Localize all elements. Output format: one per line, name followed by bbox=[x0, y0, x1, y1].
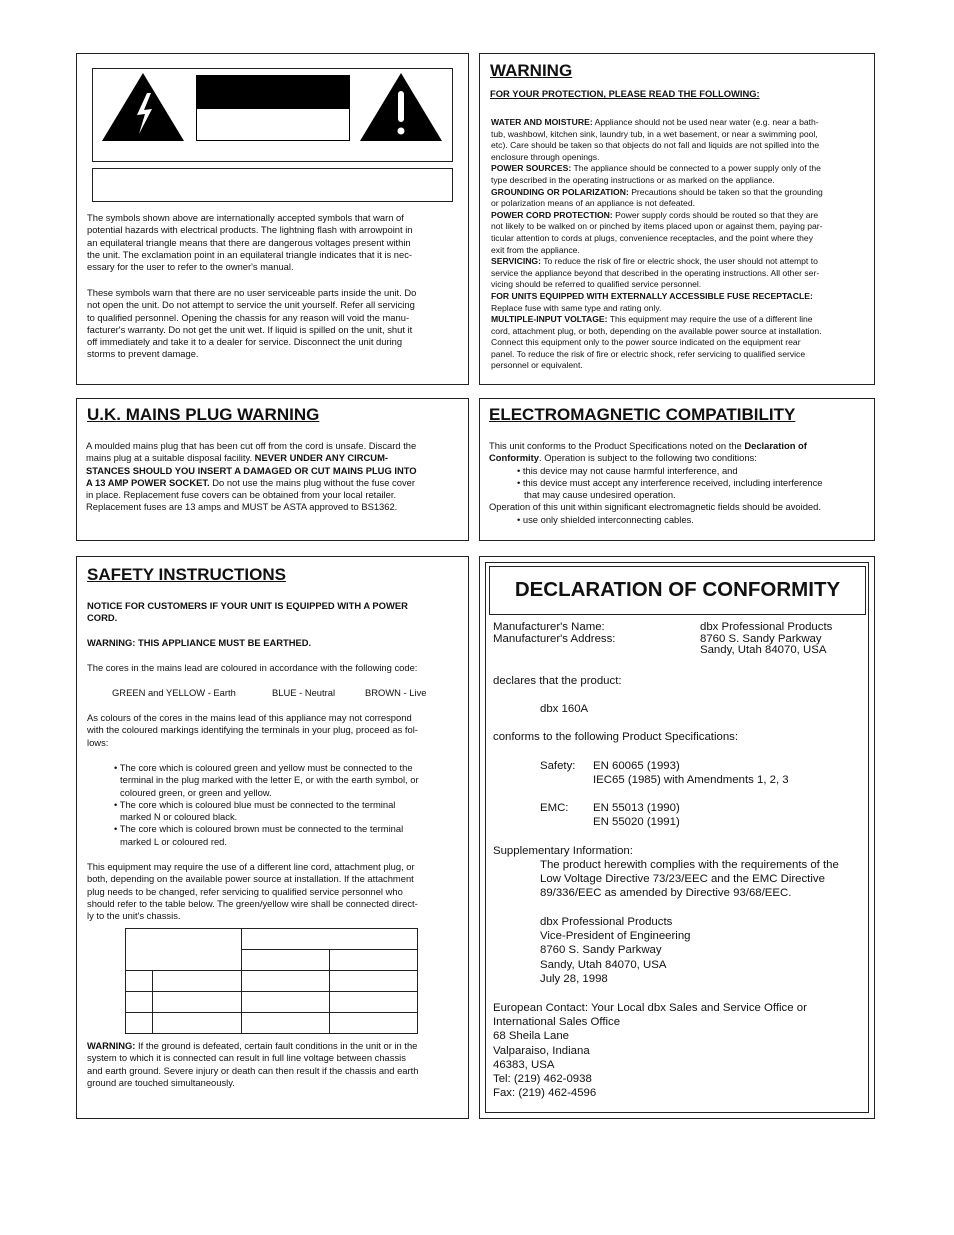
warning-title: WARNING bbox=[490, 61, 573, 80]
wiring-table-cell bbox=[126, 971, 153, 992]
emc-spec-label: EMC: bbox=[540, 802, 569, 814]
safety-ground-warning: WARNING: If the ground is defeated, certain fault conditions in the unit or in the system to which it is connected can result in full line voltage between chassis and earth ground. Severe injury or death can then result if the chassis and earth ground are touched simultaneously. bbox=[87, 1040, 419, 1088]
exclamation-triangle-icon bbox=[358, 71, 444, 143]
wiring-table-cell bbox=[242, 1013, 330, 1034]
warning-item-power-cord: POWER CORD PROTECTION: Power supply cords should be routed so that they are not likely to be walked on or pinched by items placed upon or against them, paying par- ticular attention to cords at plugs, convenience receptacles, and the point where they exit from the appliance. bbox=[491, 209, 823, 255]
wiring-table-cell bbox=[330, 992, 418, 1013]
emc-title: ELECTROMAGNETIC COMPATIBILITY bbox=[489, 405, 796, 424]
safety-title: SAFETY INSTRUCTIONS bbox=[87, 565, 286, 584]
warning-item-power-sources: POWER SOURCES: The appliance should be connected to a power supply only of the type described in the operating instructions or as marked on the appliance. bbox=[491, 163, 821, 185]
safety-bullets: • The core which is coloured green and yellow must be connected to the terminal in the plug marked with the letter E, or with the earth symbol, or coloured green, or green and yellow. • The core which is coloured blue must be connected to the terminal marked N or coloured black. • The core which is coloured brown must be connected to the terminal marked L or coloured red. bbox=[114, 762, 419, 847]
warning-subtitle: FOR YOUR PROTECTION, PLEASE READ THE FOLLOWING: bbox=[490, 88, 760, 99]
uk-plug-title: U.K. MAINS PLUG WARNING bbox=[87, 405, 320, 424]
wiring-table-cell bbox=[242, 950, 330, 971]
supplementary-text: The product herewith complies with the requirements of the Low Voltage Directive 73/23/EEC and the EMC Directive 89/336/EEC as amended by Directive 93/68/EEC. bbox=[540, 859, 839, 900]
european-contact: European Contact: Your Local dbx Sales and Service Office or International Sales Office 68 Sheila Lane Valparaiso, Indiana 46383, USA Tel: (219) 462-0938 Fax: (219) 462-4596 bbox=[493, 1002, 807, 1100]
product-name: dbx 160A bbox=[540, 703, 589, 715]
wiring-table-cell bbox=[330, 950, 418, 971]
safety-code-green: GREEN and YELLOW - Earth bbox=[112, 687, 236, 698]
caution-banner bbox=[196, 75, 350, 141]
warning-item-servicing: SERVICING: To reduce the risk of fire or electric shock, the user should not attempt to service the appliance beyond that described in the operating instructions. All other ser- vicing should be referred to qualified service personnel. bbox=[491, 256, 820, 290]
conforms-text: conforms to the following Product Specifications: bbox=[493, 731, 739, 743]
wiring-table-cell bbox=[126, 1013, 153, 1034]
warning-list bbox=[491, 117, 871, 372]
wiring-table-cell bbox=[242, 929, 418, 950]
uk-plug-text: A moulded mains plug that has been cut off from the cord is unsafe. Discard the mains plug at a suitable disposal facility. NEVER UNDER ANY CIRCUM- STANCES SHOULD YOU INSERT A DAMAGED OR CUT MAINS PLUG INTO A 13 AMP POWER SOCKET. Do not use the mains plug without the fuse cover in place. Replacement fuse covers can be obtained from your local retailer. Replacement fuses are 13 amps and MUST be ASTA approved to BS1362. bbox=[86, 440, 417, 513]
declaration-title: DECLARATION OF CONFORMITY bbox=[514, 578, 841, 601]
wiring-table-cell bbox=[153, 992, 242, 1013]
declares-text: declares that the product: bbox=[493, 675, 622, 687]
manufacturer-labels: Manufacturer's Name: Manufacturer's Address: bbox=[493, 621, 616, 645]
lightning-triangle-icon bbox=[100, 71, 186, 143]
safety-notice: NOTICE FOR CUSTOMERS IF YOUR UNIT IS EQUIPPED WITH A POWER CORD. bbox=[87, 600, 408, 624]
safety-equipment: This equipment may require the use of a different line cord, attachment plug, or both, depending on the available power source at installation. If the attachment plug needs to be changed, refer servicing to qualified service personnel who should refer to the table below. The green/yellow wire shall be connected direct- ly to the unit's chassis. bbox=[87, 861, 418, 922]
symbols-paragraph-1: The symbols shown above are internationally accepted symbols that warn of potential hazards with electrical products. The lightning flash with arrowpoint in an equilateral triangle means that there are dangerous voltages present within the unit. The exclamation point in an equilateral triangle indicates that it is nec- essary for the user to refer to the owner's manual. bbox=[87, 212, 413, 273]
wiring-table-cell bbox=[330, 1013, 418, 1034]
wiring-table-cell bbox=[242, 992, 330, 1013]
wiring-table-cell bbox=[153, 1013, 242, 1034]
wiring-table-cell bbox=[126, 929, 242, 971]
warning-item-water: WATER AND MOISTURE: Appliance should not be used near water (e.g. near a bath- tub, washbowl, kitchen sink, laundry tub, in a wet basement, or near a swimming pool, etc). Care should be taken so that objects do not fall and liquids are not spilled into the enclosure through openings. bbox=[491, 117, 820, 162]
supplementary-label: Supplementary Information: bbox=[493, 845, 633, 857]
wiring-table-cell bbox=[126, 992, 153, 1013]
safety-code-brown: BROWN - Live bbox=[365, 687, 427, 698]
symbols-paragraph-2: These symbols warn that there are no user serviceable parts inside the unit. Do not open the unit. Do not attempt to service the unit yourself. Refer all servicing to qualified personnel. Opening the chassis for any reason will void the manu- facturer's warranty. Do not get the unit wet. If liquid is spilled on the unit, shut it off immediately and take it to a dealer for service. Disconnect the unit during storms to prevent damage. bbox=[87, 287, 417, 360]
safety-earthed: WARNING: THIS APPLIANCE MUST BE EARTHED. bbox=[87, 637, 312, 648]
symbols-caption-box bbox=[92, 168, 453, 202]
emc-text: This unit conforms to the Product Specifications noted on the Declaration of Conformity. Operation is subject to the following two conditions: • this device may not cause harmful interference, and • this device must accept any interference received, including interference that may cause undesired operation. Operation of this unit within significant electromagnetic fields should be avoided. • use only shielded interconnecting cables. bbox=[489, 440, 823, 525]
wiring-table-cell bbox=[242, 971, 330, 992]
warning-item-fuse: FOR UNITS EQUIPPED WITH EXTERNALLY ACCESSIBLE FUSE RECEPTACLE: Replace fuse with same type and rating only. bbox=[491, 290, 813, 313]
safety-colours: As colours of the cores in the mains lead of this appliance may not correspond with the coloured markings identifying the terminals in your plug, proceed as fol- lows: bbox=[87, 712, 418, 748]
signatory-block: dbx Professional Products Vice-President of Engineering 8760 S. Sandy Parkway Sandy, Utah 84070, USA July 28, 1998 bbox=[540, 916, 691, 985]
wiring-table-cell bbox=[330, 971, 418, 992]
safety-cores: The cores in the mains lead are coloured in accordance with the following code: bbox=[87, 662, 418, 673]
warning-item-multiple-input: MULTIPLE-INPUT VOLTAGE: This equipment may require the use of a different line cord, attachment plug, or both, depending on the available power source at installation. Connect this equipment only to the power source indicated on the equipment rear panel. To reduce the risk of fire or electric shock, refer servicing to qualified service personnel or equivalent. bbox=[491, 314, 822, 371]
emc-spec-values: EN 55013 (1990) EN 55020 (1991) bbox=[593, 802, 680, 829]
manufacturer-values: dbx Professional Products 8760 S. Sandy Parkway Sandy, Utah 84070, USA bbox=[700, 621, 833, 656]
safety-spec-values: EN 60065 (1993) IEC65 (1985) with Amendments 1, 2, 3 bbox=[593, 760, 789, 787]
wiring-table bbox=[125, 928, 418, 1034]
wiring-table-cell bbox=[153, 971, 242, 992]
safety-code-blue: BLUE - Neutral bbox=[272, 687, 336, 698]
warning-item-grounding: GROUNDING OR POLARIZATION: Precautions should be taken so that the grounding or polarization means of an appliance is not defeated. bbox=[491, 186, 823, 209]
safety-spec-label: Safety: bbox=[540, 760, 576, 772]
